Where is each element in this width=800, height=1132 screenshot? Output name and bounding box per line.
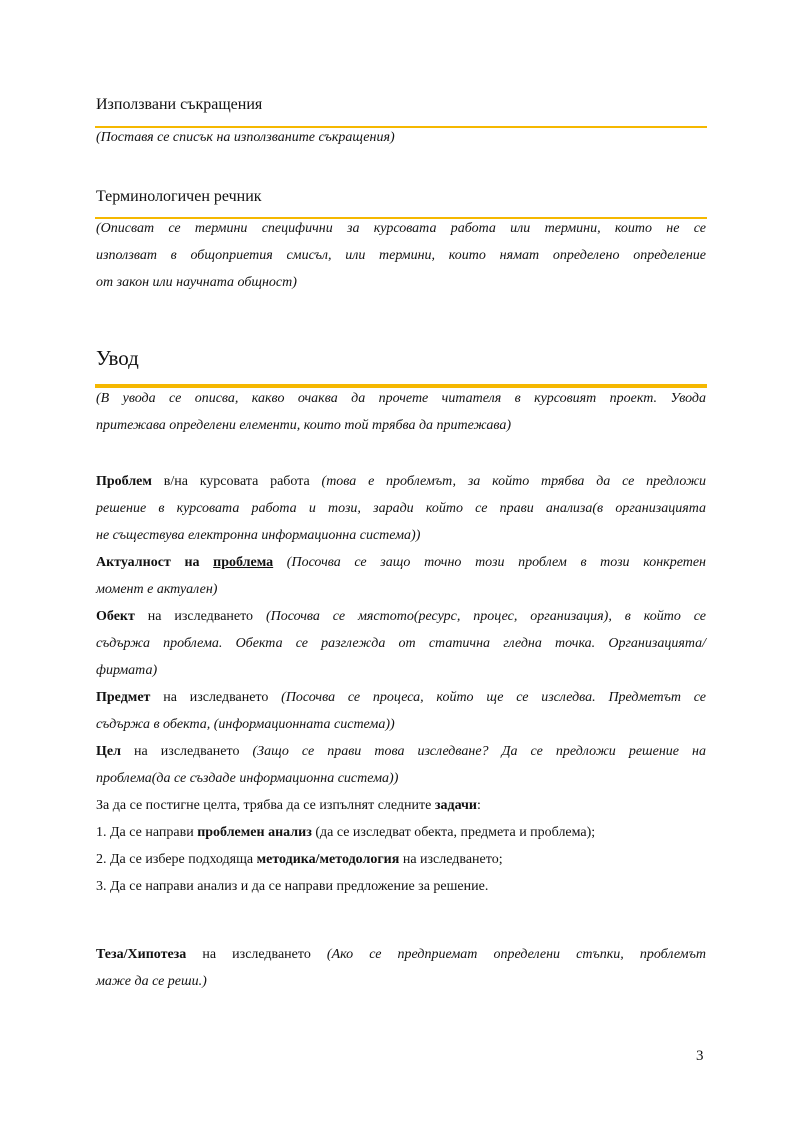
heading-intro: Увод <box>96 346 139 370</box>
task-item: 1. Да се направи проблемен анализ (да се изследват обекта, предмета и проблема); <box>96 825 596 840</box>
heading-abbreviations: Използвани съкращения <box>96 96 263 113</box>
glossary-note: (Описват се термини специфични за курсовата работа или термини, които не се използват в общоприетия смисъл, или термини, които нямат определено определение от закон или научната общност) <box>96 221 706 290</box>
actuality-line: Актуалност на проблема (Посочва се защо точно този проблем в този конкретен <box>96 555 706 570</box>
goal-line: Цел на изследването (Защо се прави това изследване? Да се предложи решение на <box>96 744 706 759</box>
thesis-line: Теза/Хипотеза на изследването (Ако се предприемат определени стъпки, проблемът <box>96 947 706 962</box>
subject-line: Предмет на изследването (Посочва се процеса, който ще се изследва. Предметът се <box>96 690 706 705</box>
abbreviations-note: (Поставя се списък на използваните съкращения) <box>96 130 395 145</box>
heading-glossary: Терминологичен речник <box>96 188 262 205</box>
page-number: 3 <box>696 1048 704 1064</box>
task-item: 2. Да се избере подходяща методика/методология на изследването; <box>96 852 503 867</box>
intro-body: Проблем в/на курсовата работа (това е проблемът, за който трябва да се предложи решение в курсовата работа и този, заради който се прави анализа(в организацията не съществува електронна информационна система)) Актуалност на проблема (Посочва се защо точно този проблем в този конкретен момент е актуален) Обект на изследването (Посочва се мястото(ресурс, процес, организация), в който се съдържа проблема. Обекта се разглежда от статична гледна точка. Организацията/ фирмата) Предмет на изследването (Посочва се процеса, който ще се изследва. Предметът се съдържа в обекта, (информационната система)) Цел на изследването (Защо се прави това изследване? Да се предложи решение на проблема(да се създаде информационна система)) За да се постигне целта, трябва да се изпълнят следните задачи: 1. Да се направи проблемен анализ (да се изследват обекта, предмета и проблема); 2. Да се избере подходяща методика/методология на изследването; 3. Да се направи анализ и да се направи предложение за решение. <box>96 468 706 900</box>
intro-note: (В увода се описва, какво очаква да прочете читателя в курсовият проект. Увода притежава определени елементи, които той трябва да притежава) <box>96 391 706 433</box>
task-item: 3. Да се направи анализ и да се направи предложение за решение. <box>96 879 489 894</box>
object-line: Обект на изследването (Посочва се мястото(ресурс, процес, организация), в който се <box>96 609 706 624</box>
problem-line: Проблем в/на курсовата работа (това е проблемът, за който трябва да се предложи <box>96 474 706 489</box>
thesis-paragraph: Теза/Хипотеза на изследването (Ако се предприемат определени стъпки, проблемът маже да се реши.) <box>96 941 706 995</box>
tasks-intro: За да се постигне целта, трябва да се изпълнят следните задачи: <box>96 798 481 813</box>
